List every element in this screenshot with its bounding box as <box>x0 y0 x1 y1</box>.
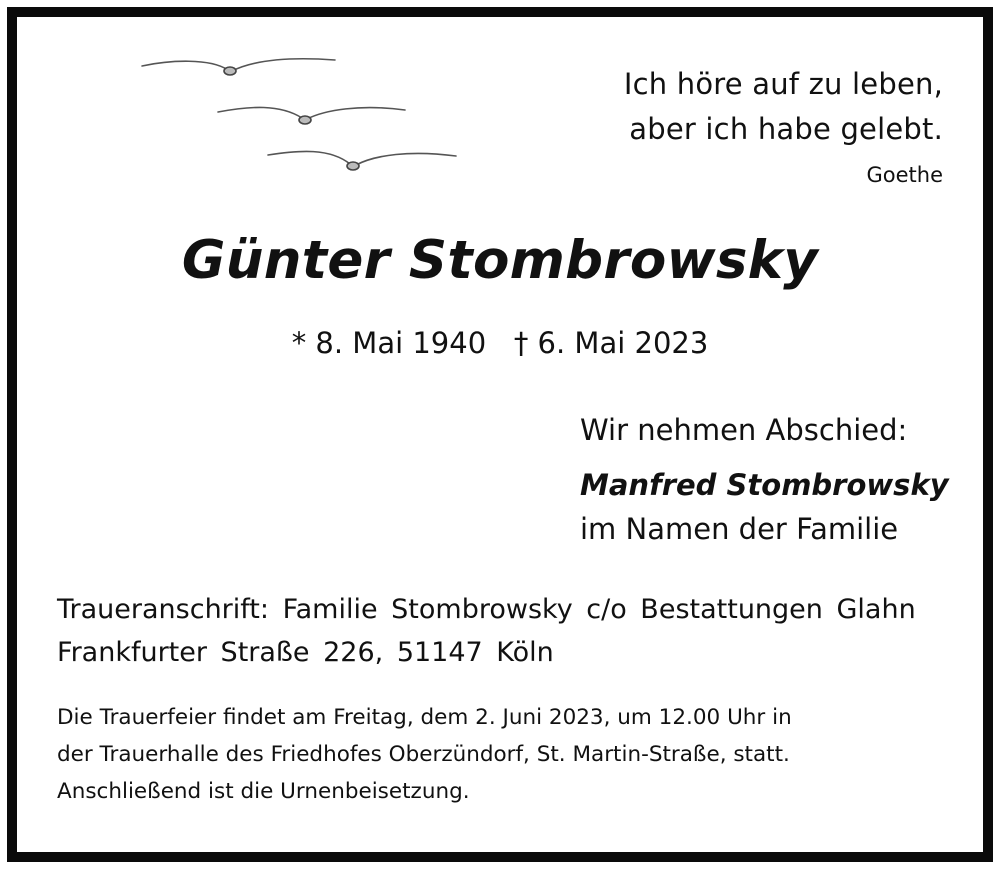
bird-icon <box>268 151 456 170</box>
deceased-name: Günter Stombrowsky <box>181 230 819 291</box>
ceremony-line-2: der Trauerhalle des Friedhofes Oberzündorf, St. Martin-Straße, statt. <box>57 742 790 767</box>
bird-icon <box>218 107 405 124</box>
address-line-1: Traueranschrift: Familie Stombrowsky c/o Bestattungen Glahn <box>57 594 916 625</box>
address-line-2: Frankfurter Straße 226, 51147 Köln <box>57 637 554 668</box>
farewell-intro: Wir nehmen Abschied: <box>580 413 908 447</box>
quote-line-2: aber ich habe gelebt. <box>629 112 943 146</box>
on-behalf-of-family: im Namen der Familie <box>580 512 899 546</box>
life-dates: * 8. Mai 1940 † 6. Mai 2023 <box>291 326 709 360</box>
birds-illustration <box>130 40 470 180</box>
mourning-address <box>57 588 916 674</box>
bird-icon <box>142 59 335 75</box>
ceremony-line-1: Die Trauerfeier findet am Freitag, dem 2. Juni 2023, um 12.00 Uhr in <box>57 705 792 730</box>
goethe-quote <box>624 62 943 152</box>
quote-line-1: Ich höre auf zu leben, <box>623 67 943 101</box>
mourner-name: Manfred Stombrowsky <box>580 468 949 502</box>
ceremony-details <box>57 699 941 810</box>
ceremony-line-3: Anschließend ist die Urnenbeisetzung. <box>57 779 470 804</box>
quote-author: Goethe <box>866 163 943 187</box>
